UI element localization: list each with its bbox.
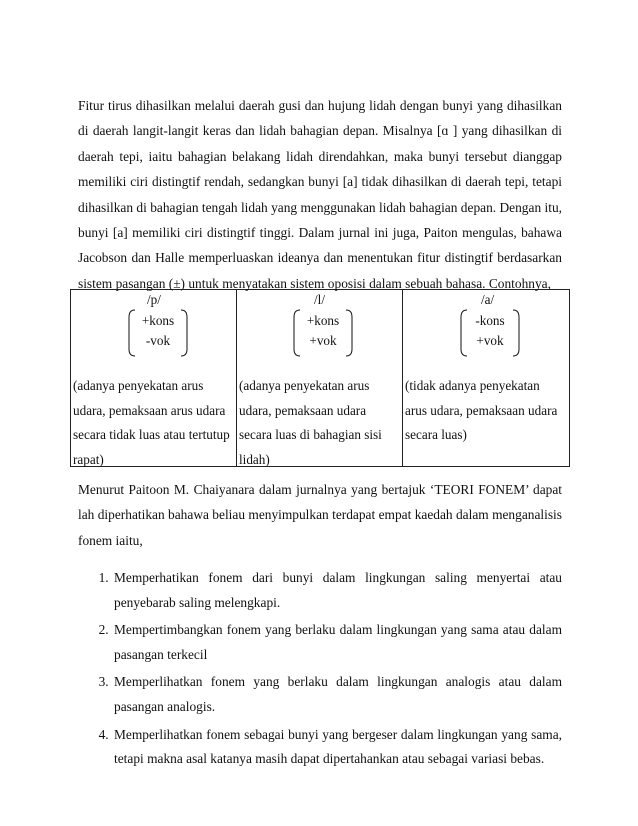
list-item: 1. Memperhatikan fonem dari bunyi dalam lingkungan saling menyertai atau penyebarab saling melengkapi. [112,566,562,615]
paragraph-distinctive-features: Fitur tirus dihasilkan melalui daerah gusi dan hujung lidah dengan bunyi yang dihasilkan di daerah langit-langit keras dan lidah bahagian depan. Misalnya [ɑ ] yang dihasilkan di daerah tepi, iaitu bahagian belakang lidah direndahkan, maka bunyi tersebut dianggap memiliki ciri distingtif rendah, sedangkan bunyi [a] tidak dihasilkan di daerah tepi, tetapi dihasilkan di bahagian tengah lidah yang menggunakan lidah bahagian depan. Dengan itu, bunyi [a] memiliki ciri distingtif tinggi. Dalam jurnal ini juga, Paiton mengulas, bahawa Jacobson dan Halle memperluaskan ideanya dan menentukan fitur distingtif berdasarkan sistem pasangan (±) untuk menyatakan sistem oposisi dalam sebuah bahasa. Contohnya, [78,98,562,291]
phoneme-label: /a/ [481,292,495,307]
feature-consonantal: +kons [306,313,340,328]
feature-cell-l [237,290,403,467]
list-item: 4. Memperlihatkan fonem sebagai bunyi yang bergeser dalam lingkungan yang sama, tetapi makna asal katanya masih dapat dipertahankan atau sebagai variasi bebas. [112,723,562,772]
phoneme-label: /l/ [314,292,325,307]
paragraph-phoneme-theory: Menurut Paitoon M. Chaiyanara dalam jurnalnya yang bertajuk ‘TEORI FONEM’ dapat lah diperhatikan bahawa beliau menyimpulkan terdapat empat kaedah dalam menganalisis fonem iaitu, [78,482,562,548]
feature-table [70,289,570,467]
feature-consonantal: -kons [475,313,505,328]
feature-table-row [71,290,570,467]
phoneme-analysis-rules [78,566,562,775]
feature-cell-p [71,290,237,467]
phoneme-label: /p/ [147,292,161,307]
feature-matrix [127,307,189,359]
feature-vocalic: +vok [309,333,337,348]
feature-vocalic: +vok [476,333,504,348]
feature-description: (tidak adanya penyekatan arus udara, pemaksaan udara secara luas) [405,378,558,442]
feature-matrix [292,307,354,359]
list-item: 3. Memperlihatkan fonem yang berlaku dalam lingkungan analogis atau dalam pasangan analogis. [112,670,562,719]
feature-cell-a [403,290,570,467]
feature-description: (adanya penyekatan arus udara, pemaksaan udara secara luas di bahagian sisi lidah) [239,378,382,467]
feature-consonantal: +kons [141,313,175,328]
feature-vocalic: -vok [145,333,171,348]
feature-matrix [459,307,521,359]
list-item: 2. Mempertimbangkan fonem yang berlaku dalam lingkungan yang sama atau dalam pasangan terkecil [112,618,562,667]
feature-description: (adanya penyekatan arus udara, pemaksaan arus udara secara tidak luas atau tertutup rapat) [73,378,230,467]
